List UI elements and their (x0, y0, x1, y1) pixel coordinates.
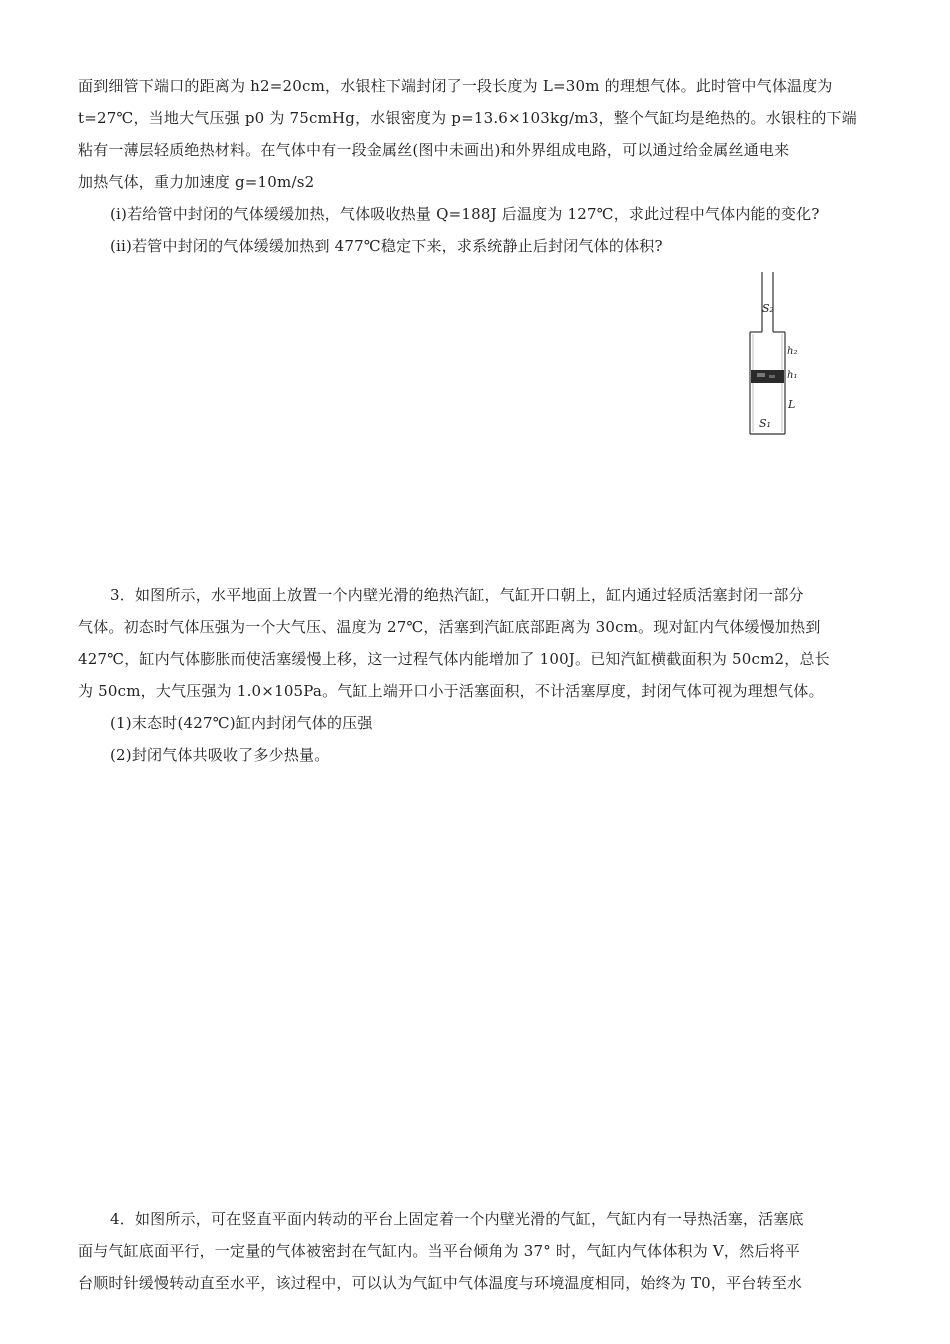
label-h1: h₁ (787, 370, 798, 381)
label-h2: h₂ (787, 346, 798, 357)
problem2-text-line-1: 面到细管下端口的距离为 h2=20cm，水银柱下端封闭了一段长度为 L=30m 的理想气体。此时管中气体温度为 (78, 77, 833, 95)
problem2-text-line-2: t=27℃，当地大气压强 p0 为 75cmHg，水银密度为 p=13.6×103kg/m3，整个气缸均是绝热的。水银柱的下端 (78, 109, 857, 127)
mercury-column (751, 370, 784, 383)
tube-figure (735, 272, 805, 442)
problem4-text-line-3: 台顺时针缓慢转动直至水平，该过程中，可以认为气缸中气体温度与环境温度相同，始终为 T0，平台转至水 (78, 1274, 803, 1292)
label-l: L (788, 398, 796, 411)
problem3-question-1: (1)末态时(427℃)缸内封闭气体的压强 (110, 714, 373, 732)
problem2-text-line-4: 加热气体，重力加速度 g=10m/s2 (78, 173, 315, 191)
label-s2: S₂ (762, 302, 774, 315)
problem2-question-1: (i)若给管中封闭的气体缓缓加热，气体吸收热量 Q=188J 后温度为 127℃，求此过程中气体内能的变化? (110, 205, 820, 223)
problem3-text-line-1: 3．如图所示，水平地面上放置一个内壁光滑的绝热汽缸，气缸开口朝上，缸内通过轻质活塞封闭一部分 (110, 586, 804, 604)
problem2-question-2: (ii)若管中封闭的气体缓缓加热到 477℃稳定下来，求系统静止后封闭气体的体积? (110, 237, 663, 255)
problem3-text-line-3: 427℃，缸内气体膨胀而使活塞缓慢上移，这一过程气体内能增加了 100J。已知汽缸横截面积为 50cm2，总长 (78, 650, 830, 668)
problem3-question-2: (2)封闭气体共吸收了多少热量。 (110, 746, 330, 764)
problem4-text-line-2: 面与气缸底面平行，一定量的气体被密封在气缸内。当平台倾角为 37° 时，气缸内气体体积为 V，然后将平 (78, 1242, 800, 1260)
problem3-text-line-2: 气体。初态时气体压强为一个大气压、温度为 27℃，活塞到汽缸底部距离为 30cm。现对缸内气体缓慢加热到 (78, 618, 821, 636)
problem2-text-line-3: 粘有一薄层轻质绝热材料。在气体中有一段金属丝(图中未画出)和外界组成电路，可以通过给金属丝通电来 (78, 141, 790, 159)
problem3-text-line-4: 为 50cm，大气压强为 1.0×105Pa。气缸上端开口小于活塞面积，不计活塞厚度，封闭气体可视为理想气体。 (78, 682, 824, 700)
label-s1: S₁ (759, 417, 771, 430)
problem4-text-line-1: 4．如图所示，可在竖直平面内转动的平台上固定着一个内壁光滑的气缸，气缸内有一导热活塞，活塞底 (110, 1210, 804, 1228)
